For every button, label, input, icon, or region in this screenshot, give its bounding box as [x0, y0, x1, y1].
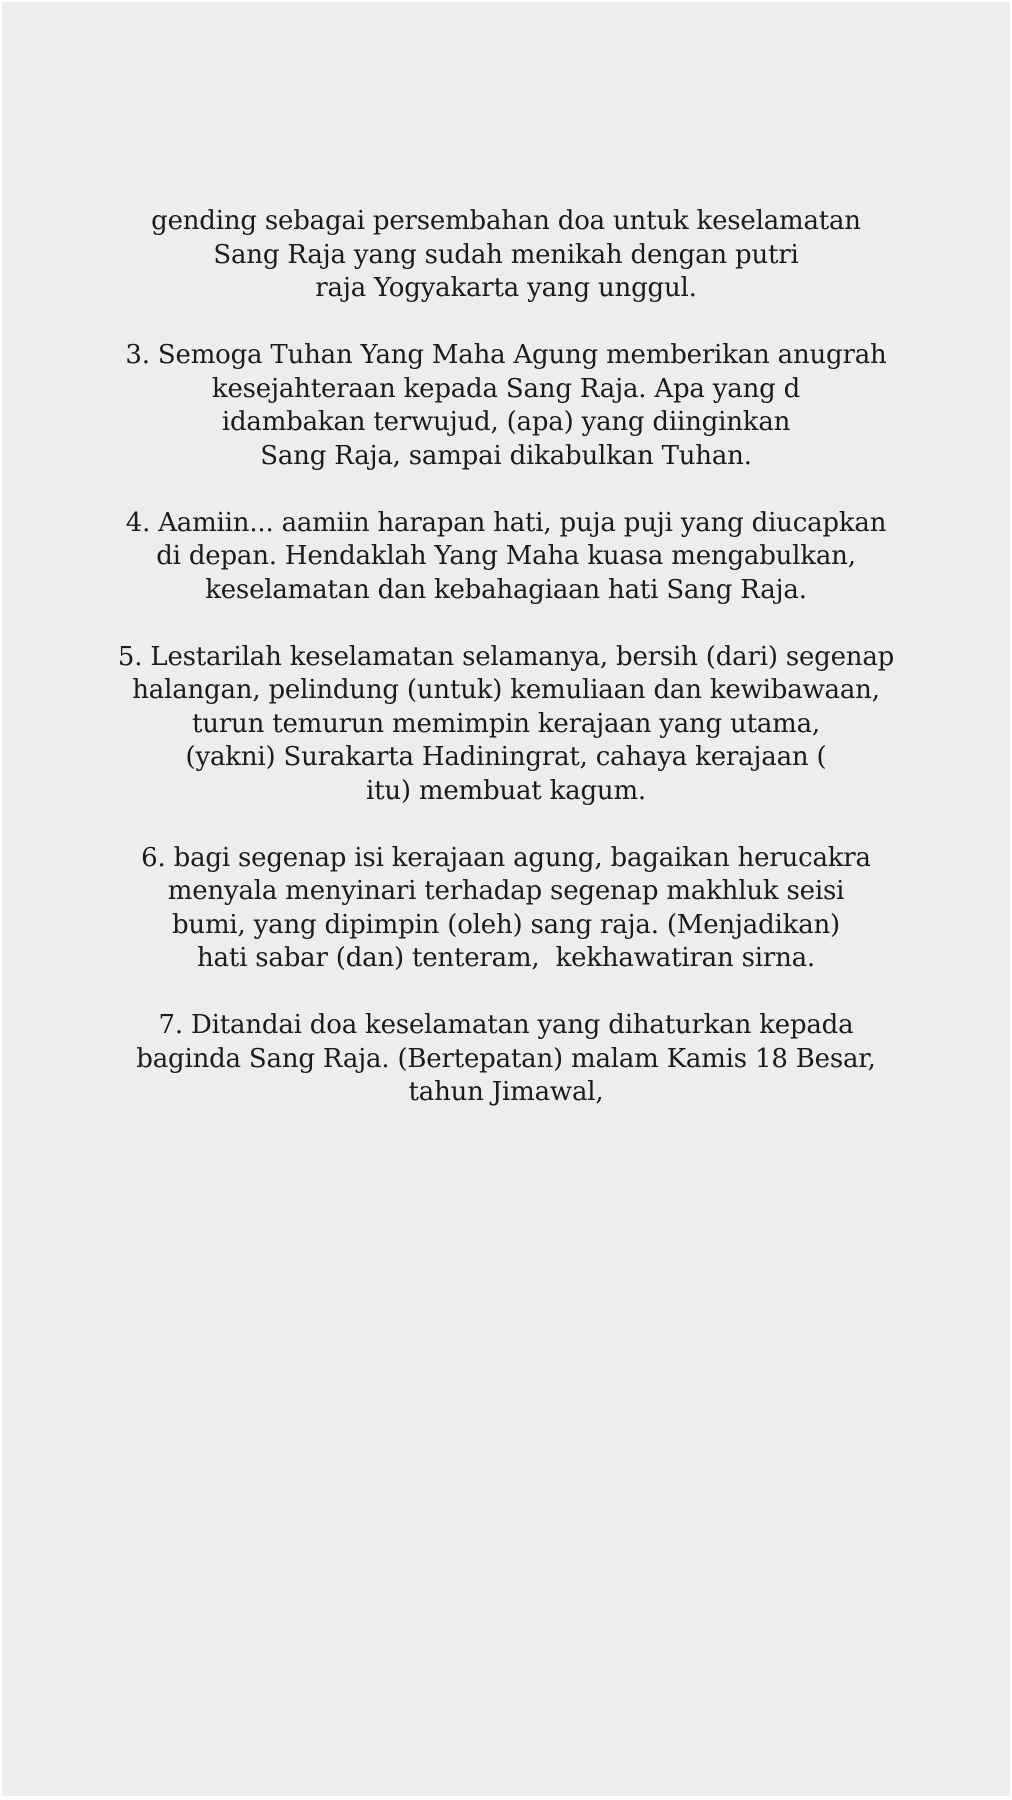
text-line: 6. bagi segenap isi kerajaan agung, bagaikan herucakra: [141, 842, 871, 873]
paragraph-7: [2, 1009, 1010, 1110]
document-page: [2, 2, 1010, 1796]
paragraph-6: [2, 842, 1010, 976]
text-line: bumi, yang dipimpin (oleh) sang raja. (Menjadikan): [171, 909, 840, 940]
text-line: baginda Sang Raja. (Bertepatan) malam Kamis 18 Besar,: [136, 1043, 876, 1074]
paragraph-intro: [2, 205, 1010, 306]
text-line: itu) membuat kagum.: [366, 775, 646, 806]
text-line: di depan. Hendaklah Yang Maha kuasa mengabulkan,: [156, 541, 856, 571]
text-line: idambakan terwujud, (apa) yang diinginkan: [221, 407, 791, 437]
text-line: 5. Lestarilah keselamatan selamanya, bersih (dari) segenap: [117, 641, 895, 672]
text-line: 4. Aamiin... aamiin harapan hati, puja puji yang diucapkan: [125, 507, 887, 538]
text-line: turun temurun memimpin kerajaan yang utama,: [192, 708, 820, 739]
text-line: Sang Raja, sampai dikabulkan Tuhan.: [260, 440, 752, 471]
text-line: menyala menyinari terhadap segenap makhluk seisi: [167, 876, 845, 906]
text-line: gending sebagai persembahan doa untuk keselamatan: [151, 206, 861, 236]
paragraph-5: [2, 641, 1010, 809]
text-line: raja Yogyakarta yang unggul.: [315, 273, 697, 303]
text-line: halangan, pelindung (untuk) kemuliaan dan kewibawaan,: [132, 675, 880, 705]
paragraph-3: [2, 339, 1010, 473]
text-line: keselamatan dan kebahagiaan hati Sang Raja.: [205, 574, 807, 605]
text-line: Sang Raja yang sudah menikah dengan putri: [213, 239, 799, 270]
text-line: hati sabar (dan) tenteram, kekhawatiran sirna.: [197, 943, 815, 973]
text-line: tahun Jimawal,: [408, 1077, 604, 1107]
text-line: 3. Semoga Tuhan Yang Maha Agung memberikan anugrah: [125, 340, 887, 370]
text-line: 7. Ditandai doa keselamatan yang dihaturkan kepada: [158, 1010, 854, 1040]
text-line: kesejahteraan kepada Sang Raja. Apa yang d: [211, 373, 801, 404]
text-line: (yakni) Surakarta Hadiningrat, cahaya kerajaan (: [185, 742, 827, 772]
paragraph-4: [2, 507, 1010, 608]
translation-text: [2, 205, 1010, 1143]
